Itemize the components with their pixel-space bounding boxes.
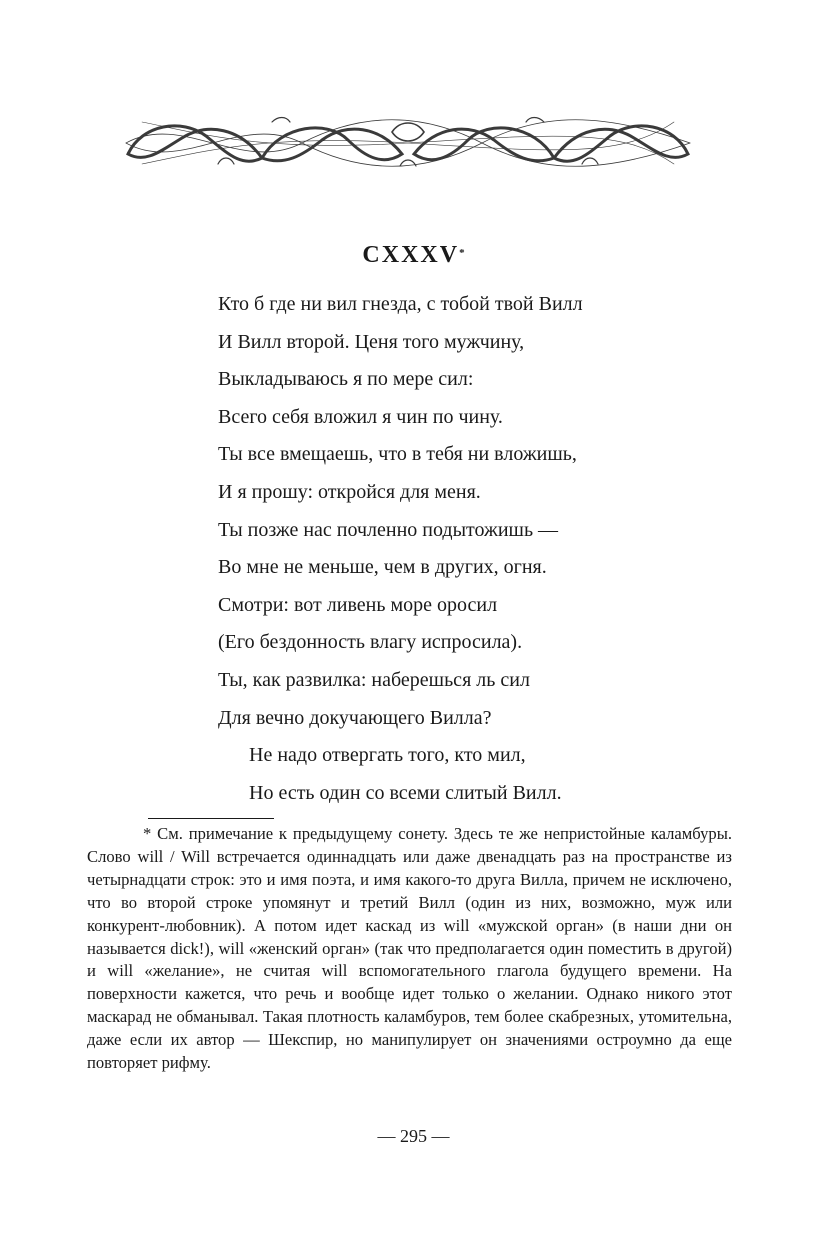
poem-line: Смотри: вот ливень море оросил <box>218 593 498 616</box>
poem-line: И Вилл второй. Ценя того мужчину, <box>218 330 525 353</box>
poem-line: Ты позже нас почленно подытожишь — <box>218 518 559 541</box>
poem-line: (Его бездонность влагу испросила). <box>218 631 523 654</box>
poem-line: Для вечно докучающего Вилла? <box>218 706 492 729</box>
sonnet-number: CXXXV <box>362 242 460 268</box>
footnote-mark: * <box>459 247 465 259</box>
sonnet-title <box>0 240 827 270</box>
sonnet-text <box>218 286 583 812</box>
poem-line: Всего себя вложил я чин по чину. <box>218 405 503 428</box>
couplet-line: Не надо отвергать того, кто мил, <box>249 744 526 767</box>
couplet-line: Но есть один со всеми слитый Вилл. <box>249 781 562 804</box>
poem-line: Кто б где ни вил гнезда, с тобой твой Вилл <box>218 293 583 315</box>
poem-line: И я прошу: откройся для меня. <box>218 480 481 503</box>
decorative-flourish-icon <box>122 114 694 172</box>
footnote-separator <box>148 818 274 819</box>
footnote-text: * См. примечание к предыдущему сонету. Здесь те же непристойные каламбуры. Слово will / Will встречается одиннадцать или даже двенадцать раз на пространстве из четырнадцати строк: это и имя поэта, и имя какого-то друга Вилла, причем не исключено, что во второй строке упомянут и третий Вилл (один из них, возможно, муж или конкурент-любовник). А потом идет каскад из will «мужской орган» (в наши дни он называется dick!), will «женский орган» (так что предполагается один поместить в другой) и will «желание», не считая will вспомогательного глагола будущего времени. На поверхности кажется, что речь и вообще идет только о желании. Однако никого этот маскарад не обманывал. Такая плотность каламбуров, тем более скабрезных, утомительна, даже если их автор — Шекспир, но манипулирует он значениями остроумно да еще повторяет рифму. <box>87 824 732 1073</box>
page-number: — 295 — <box>377 1126 450 1146</box>
poem-line: Выкладываюсь я по мере сил: <box>218 368 474 391</box>
poem-line: Ты все вмещаешь, что в тебя ни вложишь, <box>218 443 577 466</box>
poem-line: Во мне не меньше, чем в других, огня. <box>218 556 547 579</box>
poem-line: Ты, как развилка: наберешься ль сил <box>218 668 530 691</box>
